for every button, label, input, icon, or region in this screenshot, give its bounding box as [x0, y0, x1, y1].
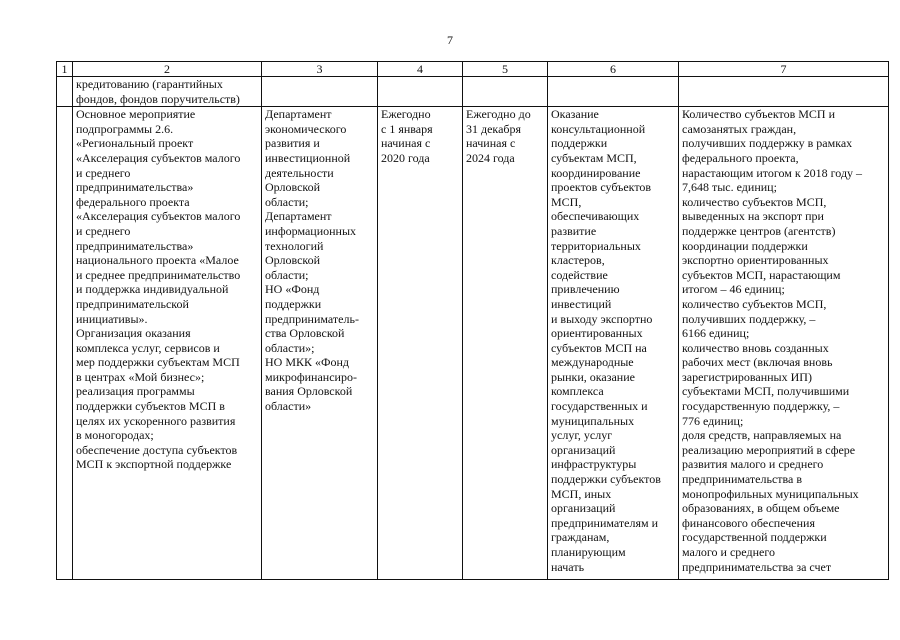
- main-cell-indicators: Количество субъектов МСП и самозанятых граждан, получивших поддержку в рамках федерального проекта, нарастающим итогом к 2018 году – 7,648 тыс. единиц; количество субъектов МСП, выведенных на экспорт при поддержке центров (агентств) координации поддержки экспортно ориентированных субъектов МСП, нарастающим итогом – 46 единиц; количество субъектов МСП, получивших поддержку, – 6166 единиц; количество вновь созданных рабочих мест (включая вновь зарегистрированных ИП) субъектами МСП, получившими государственную поддержку, – 776 единиц; доля средств, направляемых на реализацию мероприятий в сфере развития малого и среднего предпринимательства в монопрофильных муниципальных образованиях, в общем объеме финансового обеспечения государственной поддержки малого и среднего предпринимательства за счет: [679, 107, 889, 580]
- continuation-row: [57, 77, 889, 107]
- main-row: [57, 107, 889, 580]
- page-number: 7: [447, 33, 453, 47]
- cont-cell-number: [57, 77, 73, 107]
- cont-cell-indicators: [679, 77, 889, 107]
- cont-cell-end: [463, 77, 548, 107]
- cont-cell-start: [378, 77, 463, 107]
- main-cell-end: Ежегодно до 31 декабря начиная с 2024 года: [463, 107, 548, 580]
- header-cell-4: 4: [378, 62, 463, 77]
- main-cell-result: Оказание консультационной поддержки субъектам МСП, координирование проектов субъектов МСП, обеспечивающих развитие территориальных кластеров, содействие привлечению инвестиций и выходу экспортно ориентированных субъектов МСП на международные рынки, оказание комплекса государственных и муниципальных услуг, услуг организаций инфраструктуры поддержки субъектов МСП, иных организаций предпринимателям и гражданам, планирующим начать: [548, 107, 679, 580]
- measures-table: [56, 61, 889, 580]
- cont-cell-measure: кредитованию (гарантийных фондов, фондов поручительств): [73, 77, 262, 107]
- header-cell-7: 7: [679, 62, 889, 77]
- header-cell-5: 5: [463, 62, 548, 77]
- main-cell-executor: Департамент экономического развития и инвестиционной деятельности Орловской области; Департамент информационных технологий Орловской области; НО «Фонд поддержки предприниматель- ства Орловской области»; НО МКК «Фонд микрофинансиро- вания Орловской области»: [262, 107, 378, 580]
- cont-cell-result: [548, 77, 679, 107]
- header-row: [57, 62, 889, 77]
- header-cell-1: 1: [57, 62, 73, 77]
- header-cell-3: 3: [262, 62, 378, 77]
- main-cell-measure: Основное мероприятие подпрограммы 2.6. «Региональный проект «Акселерация субъектов малого и среднего предпринимательства» федерального проекта «Акселерация субъектов малого и среднего предпринимательства» национального проекта «Малое и среднее предпринимательство и поддержка индивидуальной предпринимательской инициативы». Организация оказания комплекса услуг, сервисов и мер поддержки субъектам МСП в центрах «Мой бизнес»; реализация программы поддержки субъектов МСП в целях их ускоренного развития в моногородах; обеспечение доступа субъектов МСП к экспортной поддержке: [73, 107, 262, 580]
- header-cell-6: 6: [548, 62, 679, 77]
- main-cell-start: Ежегодно с 1 января начиная с 2020 года: [378, 107, 463, 580]
- cont-cell-executor: [262, 77, 378, 107]
- header-cell-2: 2: [73, 62, 262, 77]
- main-cell-number: [57, 107, 73, 580]
